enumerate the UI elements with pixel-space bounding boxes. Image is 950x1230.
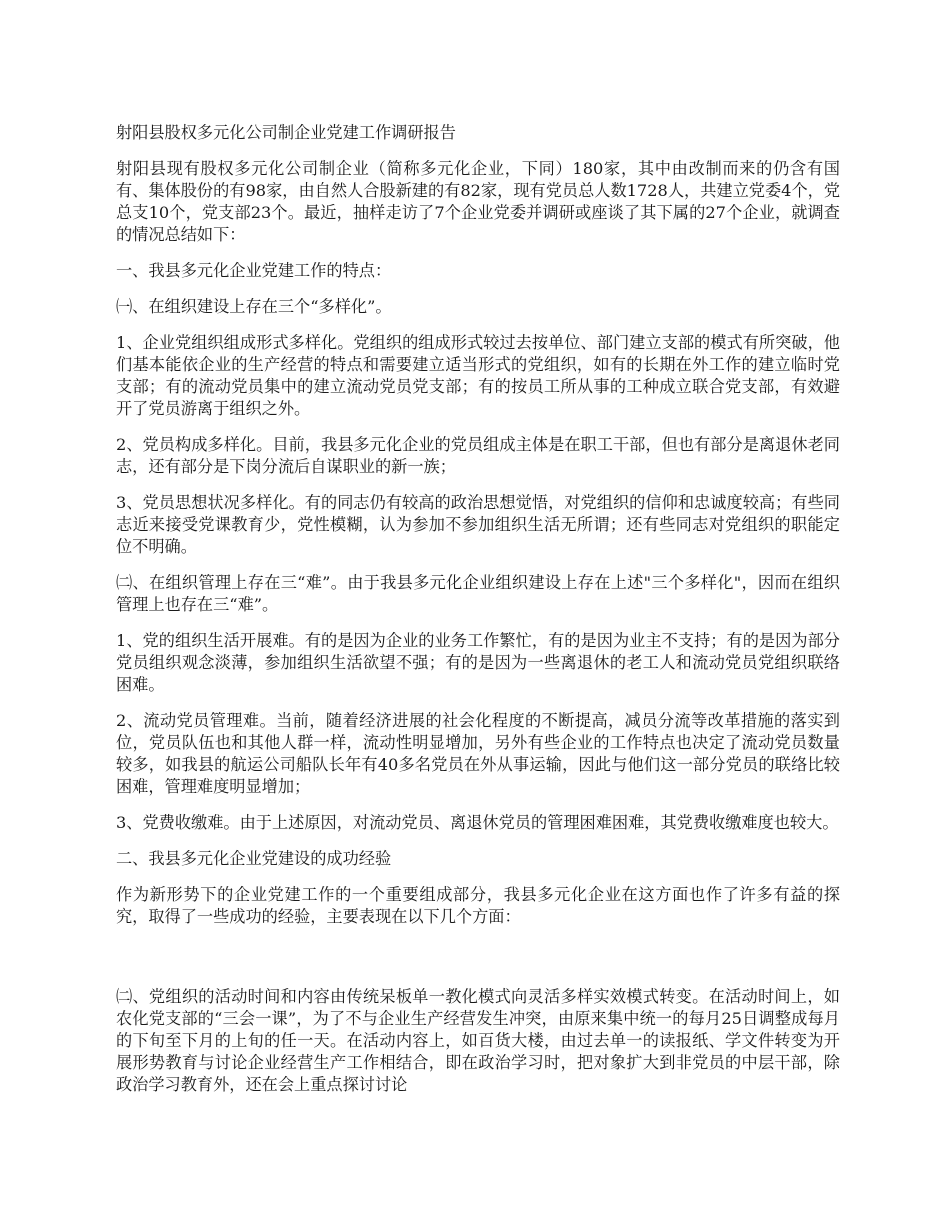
- section-heading-1: 一、我县多元化企业党建工作的特点：: [116, 261, 392, 280]
- paragraph-item-1-3: 3、党员思想状况多样化。有的同志仍有较高的政治思想觉悟，对党组织的信仰和忠诚度较高；有些同志近来接受党课教育少，党性模糊，认为参加不参加组织生活无所谓；还有些同志对党组织的职能定位不明确。: [116, 493, 840, 556]
- document-body: [116, 122, 840, 1110]
- paragraph-item-2-2: 2、流动党员管理难。当前，随着经济进展的社会化程度的不断提高，减员分流等改革措施的落实到位，党员队伍也和其他人群一样，流动性明显增加，另外有些企业的工作特点也决定了流动党员数量较多，如我县的航运公司船队长年有40多名党员在外从事运输，因此与他们这一部分党员的联络比较困难，管理难度明显增加；: [116, 711, 840, 796]
- blank-gap: [116, 942, 840, 986]
- paragraph-item-1-1: 1、企业党组织组成形式多样化。党组织的组成形式较过去按单位、部门建立支部的模式有所突破，他们基本能依企业的生产经营的特点和需要建立适当形式的党组织，如有的长期在外工作的建立临时党支部；有的流动党员集中的建立流动党员党支部；有的按员工所从事的工种成立联合党支部，有效避开了党员游离于组织之外。: [116, 333, 840, 418]
- paragraph-activity-reform: ㈡、党组织的活动时间和内容由传统呆板单一教化模式向灵活多样实效模式转变。在活动时间上，如农化党支部的“三会一课”，为了不与企业生产经营发生冲突，由原来集中统一的每月25日调整成每月的下旬至下月的上旬的任一天。在活动内容上，如百货大楼，由过去单一的读报纸、学文件转变为开展形势教育与讨论企业经营生产工作相结合，即在政治学习时，把对象扩大到非党员的中层干部，除政治学习教育外，还在会上重点探讨讨论: [116, 987, 840, 1094]
- paragraph-item-2-3: 3、党费收缴难。由于上述原因，对流动党员、离退休党员的管理困难困难，其党费收缴难度也较大。: [116, 813, 839, 832]
- section-heading-2: 二、我县多元化企业党建设的成功经验: [116, 849, 392, 868]
- paragraph-item-1-2: 2、党员构成多样化。目前，我县多元化企业的党员组成主体是在职工干部，但也有部分是离退休老同志，还有部分是下岗分流后自谋职业的新一族；: [116, 435, 840, 476]
- paragraph-intro: 射阳县现有股权多元化公司制企业（简称多元化企业，下同）180家，其中由改制而来的仍含有国有、集体股份的有98家，由自然人合股新建的有82家，现有党员总人数1728人，共建立党委4个，党总支10个，党支部23个。最近，抽样走访了7个企业党委并调研或座谈了其下属的27个企业，就调查的情况总结如下：: [116, 159, 841, 244]
- subsection-heading-1: ㈠、在组织建设上存在三个“多样化”。: [116, 297, 392, 316]
- subsection-heading-2: ㈡、在组织管理上存在三“难”。由于我县多元化企业组织建设上存在上述"三个多样化"，因而在组织管理上也存在三“难”。: [116, 573, 840, 614]
- paragraph-item-2-1: 1、党的组织生活开展难。有的是因为企业的业务工作繁忙，有的是因为业主不支持；有的是因为部分党员组织观念淡薄，参加组织生活欲望不强；有的是因为一些离退休的老工人和流动党员党组织联络困难。: [116, 631, 840, 694]
- document-title: 射阳县股权多元化公司制企业党建工作调研报告: [116, 123, 456, 142]
- paragraph-experience-intro: 作为新形势下的企业党建工作的一个重要组成部分，我县多元化企业在这方面也作了许多有益的探究，取得了一些成功的经验，主要表现在以下几个方面：: [116, 885, 840, 926]
